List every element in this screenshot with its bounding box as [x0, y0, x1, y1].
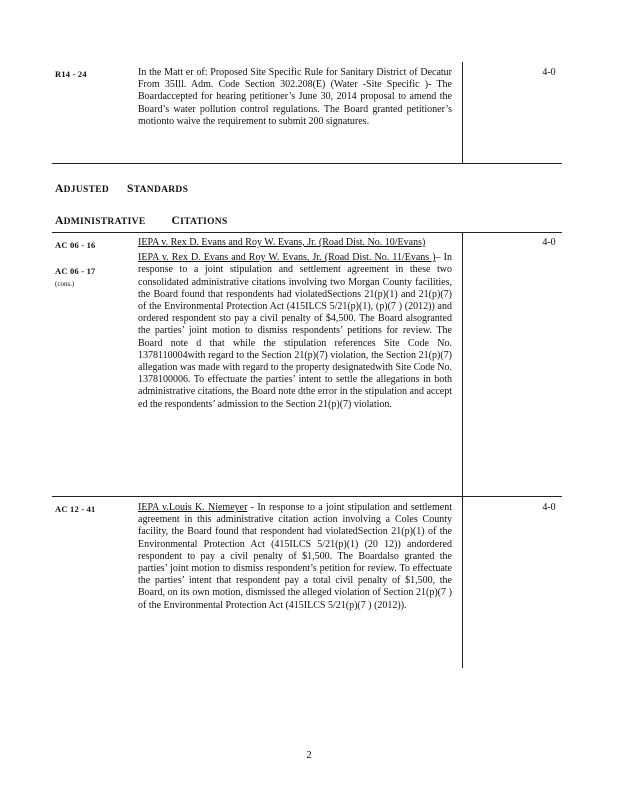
column-divider: [462, 62, 463, 164]
row-divider: [52, 232, 562, 233]
page-number: 2: [306, 749, 312, 761]
column-divider: [462, 496, 463, 668]
case-caption: IEPA v.Louis K. Niemeyer: [138, 502, 248, 513]
entry-description-ac-12-41: [138, 502, 452, 612]
vote-count: 4-0: [542, 502, 556, 513]
docket-number-r14-24: R14 - 24: [55, 69, 87, 79]
entry-text: - In response to a joint stipulation and settlement agreement in this administrative citation action involving a Coles County facility, the Board found that respondent had violatedSection 21(p)(1) of the Environmental Protection Act (415ILCS 5/21(p)(1) (20 12)) andordered respondent to pay a civil penalty of $1,500. The Boardalso granted the parties’ joint motion to dismiss respondent’s petition for review. To effectuate the parties’ intent that respondent pay a total civil penalty of $1,500, the Board, on its own motion, dismissed the alleged violation of Section 21(p)(7 ) of the Environmental Protection Act (415ILCS 5/21(p)(7 ) (2012)).: [138, 502, 452, 611]
docket-number-ac-06-17: AC 06 - 17: [55, 266, 96, 276]
entry-text: – In response to a joint stipulation and settlement agreement in these two consolidated administrative citations involving two Morgan County facilities, the Board found that respondents had violatedSections 21(p)(1) and 21(p)(7) of the Environmental Protection Act (415ILCS 5/21(p)(1), (p)(7 ) (2012)) and ordered respondent sto pay a civil penalty of $4,500. The Board alsogranted the parties’ joint motion to dismiss respondents’ petitions for review. The Board note d that while the stipulation references Site Code No. 1378110004with regard to the Section 21(p)(7) violation, the Section 21(p)(7) allegation was made with regard to the property designatedwith Site Code No. 1378100006. To effectuate the parties’ intent to settle the allegations in both administrative citations, the Board note dthe error in the stipulation and accept ed the respondents’ admission to the Section 21(p)(7) violation.: [138, 252, 452, 410]
row-divider: [52, 163, 562, 164]
vote-count: 4-0: [542, 237, 556, 248]
section-heading-adjusted-standards: ADJUSTED STANDARDS: [55, 183, 189, 195]
entry-description-ac-06-16: [138, 237, 452, 411]
consolidated-label: (cons.): [55, 280, 75, 288]
entry-text: In the Matt er of: Proposed Site Specific Rule for Sanitary District of Decatur From 35Ill. Adm. Code Section 302.208(E) (Water -Site Specific )- The Boardaccepted for hearing petitioner’s June 30, 2014 proposal to amend the Board’s water pollution control regulations. The Board granted petitioner’s motionto waive the requirement to submit 200 signatures.: [138, 67, 452, 127]
section-heading-administrative-citations: ADMINISTRATIVE CITATIONS: [55, 215, 228, 227]
case-caption: IEPA v. Rex D. Evans and Roy W. Evans, Jr. (Road Dist. No. 10/Evans): [138, 237, 426, 248]
row-divider: [52, 496, 562, 497]
docket-number-ac-06-16: AC 06 - 16: [55, 240, 96, 250]
vote-count: 4-0: [542, 67, 556, 78]
entry-description-r14-24: [138, 67, 452, 128]
column-divider: [462, 232, 463, 496]
case-caption: IEPA v. Rex D. Evans and Roy W. Evans, Jr. (Road Dist. No. 11/Evans ): [138, 252, 436, 264]
docket-number-ac-12-41: AC 12 - 41: [55, 504, 96, 514]
